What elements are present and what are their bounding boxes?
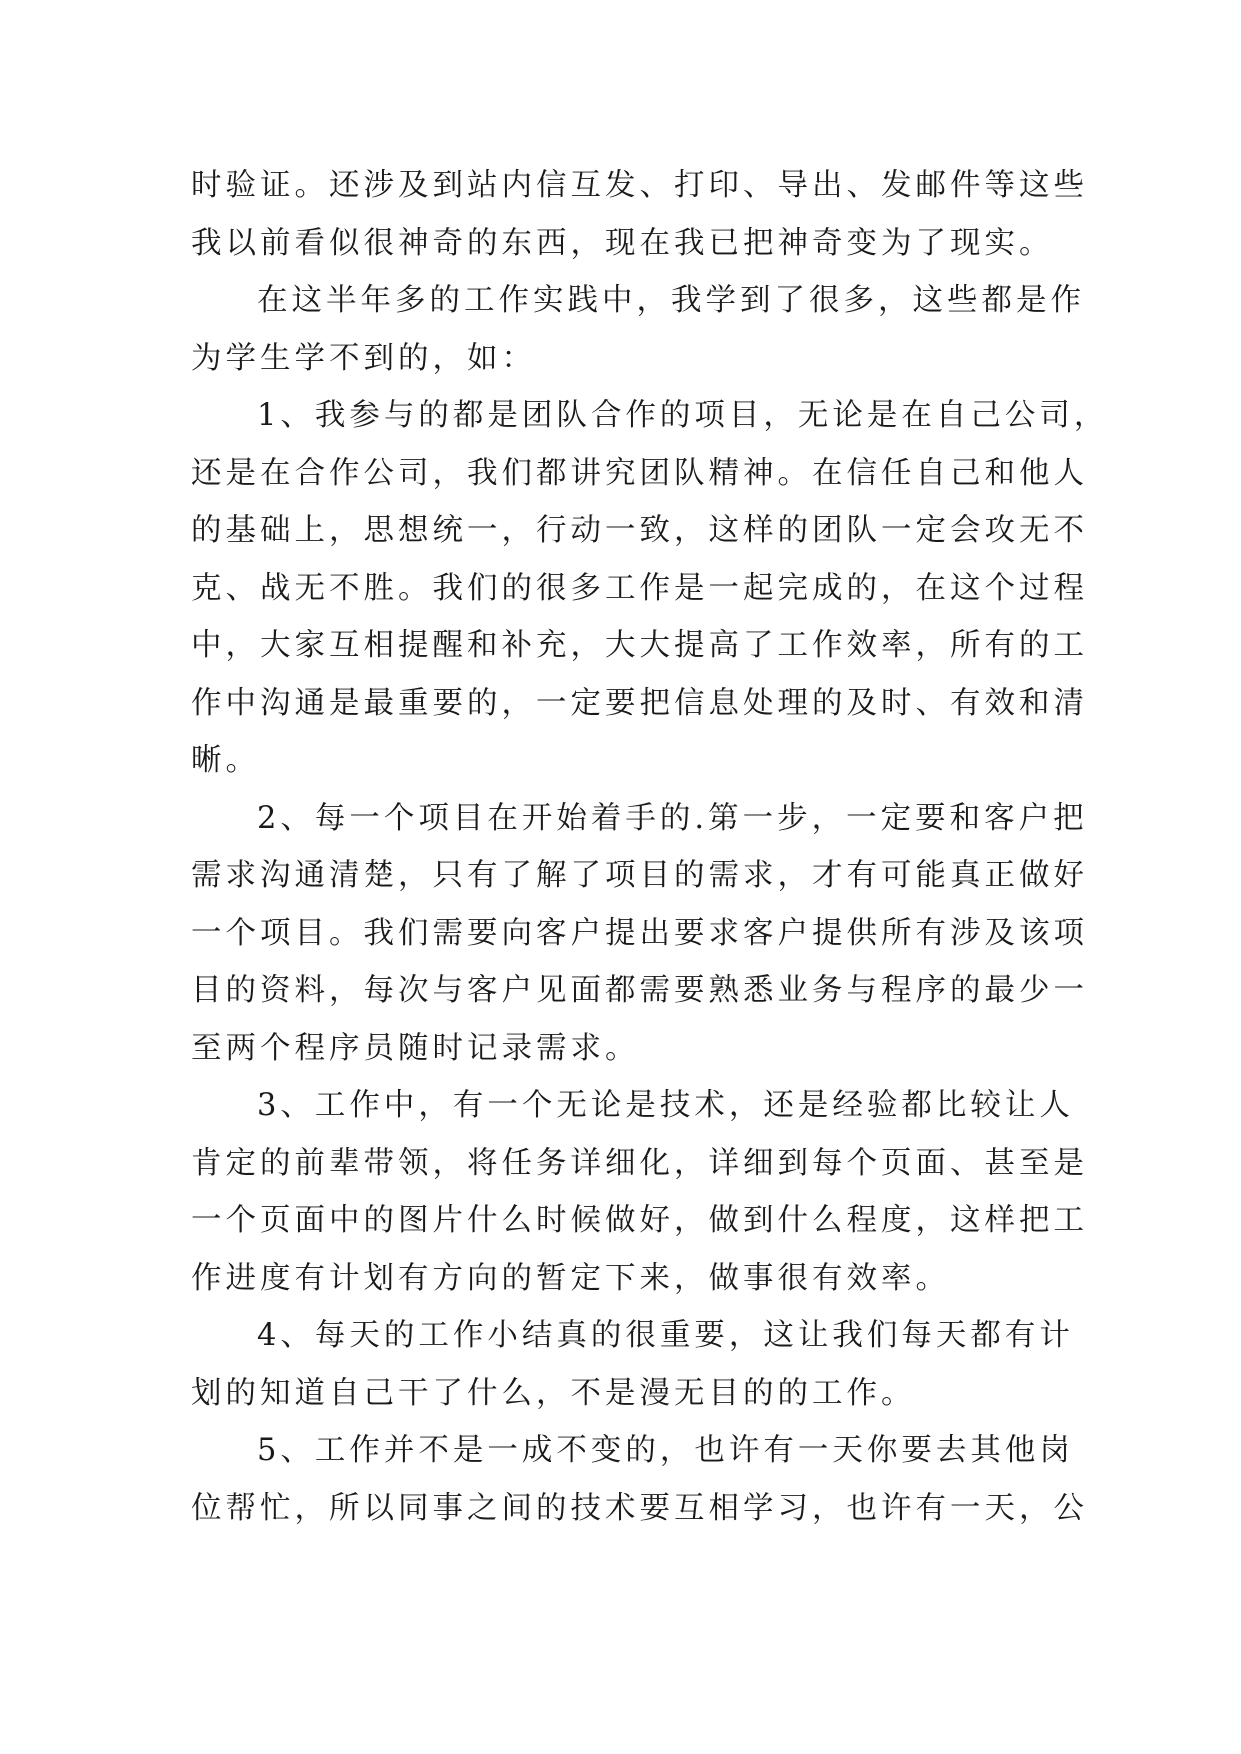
text-line: 克、战无不胜。我们的很多工作是一起完成的，在这个过程 [191, 570, 1088, 606]
text-line: 我以前看似很神奇的东西，现在我已把神奇变为了现实。 [191, 225, 1054, 261]
list-item-3-start: 3、工作中，有一个无论是技术，还是经验都比较让人 [257, 1088, 1074, 1123]
list-item-5-start: 5、工作并不是一成不变的，也许有一天你要去其他岗 [257, 1433, 1074, 1468]
list-item-2-start: 2、每一个项目在开始着手的.第一步，一定要和客户把 [257, 800, 1088, 836]
text-line: 划的知道自己干了什么，不是漫无目的的工作。 [191, 1375, 916, 1411]
text-line: 作中沟通是最重要的，一定要把信息处理的及时、有效和清 [191, 685, 1088, 721]
paragraph-start-line: 在这半年多的工作实践中，我学到了很多，这些都是作 [257, 283, 1085, 318]
text-line: 目的资料，每次与客户见面都需要熟悉业务与程序的最少一 [191, 973, 1088, 1008]
text-line: 一个页面中的图片什么时候做好，做到什么程度，这样把工 [191, 1203, 1088, 1238]
text-line: 作进度有计划有方向的暂定下来，做事很有效率。 [191, 1260, 950, 1296]
text-line: 需求沟通清楚，只有了解了项目的需求，才有可能真正做好 [191, 858, 1088, 893]
text-line: 肯定的前辈带领，将任务详细化，详细到每个页面、甚至是 [191, 1145, 1088, 1181]
body-text [191, 157, 1109, 1537]
list-item-4-start: 4、每天的工作小结真的很重要，这让我们每天都有计 [257, 1318, 1074, 1353]
text-line: 位帮忙，所以同事之间的技术要互相学习，也许有一天，公 [191, 1490, 1088, 1526]
text-line: 的基础上，思想统一，行动一致，这样的团队一定会攻无不 [191, 513, 1088, 548]
text-line: 一个项目。我们需要向客户提出要求客户提供所有涉及该项 [191, 915, 1088, 951]
list-item-1-start: 1、我参与的都是团队合作的项目，无论是在自己公司， [257, 398, 1109, 433]
text-line: 晰。 [191, 743, 260, 778]
text-line: 中，大家互相提醒和补充，大大提高了工作效率，所有的工 [191, 628, 1088, 663]
text-line: 还是在合作公司，我们都讲究团队精神。在信任自己和他人 [191, 455, 1088, 491]
text-line: 至两个程序员随时记录需求。 [191, 1030, 640, 1066]
text-line: 为学生学不到的，如： [191, 340, 536, 376]
text-line: 时验证。还涉及到站内信互发、打印、导出、发邮件等这些 [191, 168, 1088, 203]
